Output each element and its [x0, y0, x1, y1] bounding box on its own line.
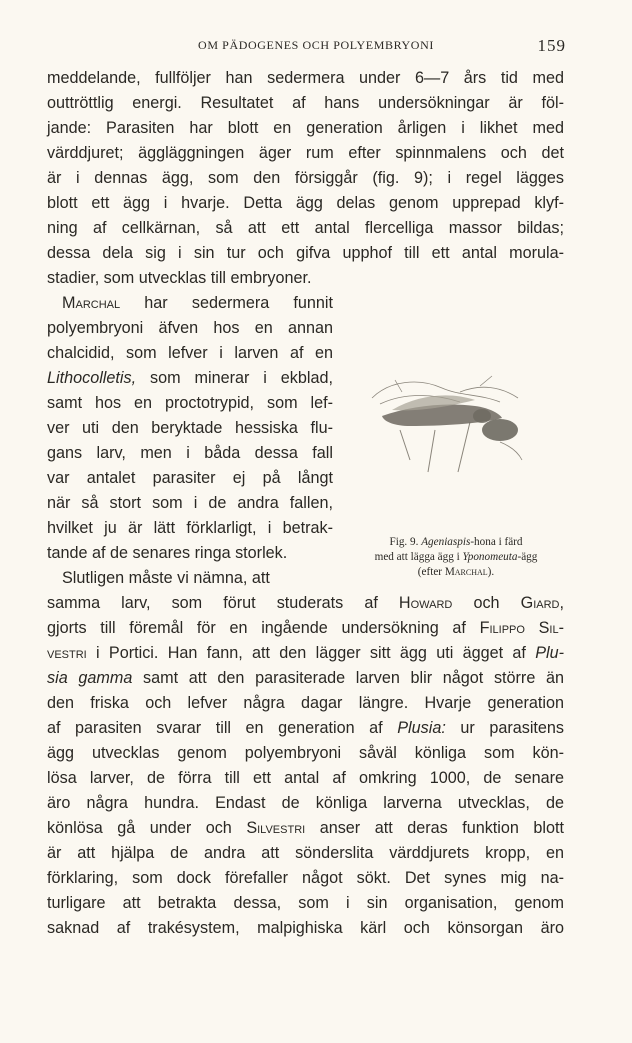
text-run: samma larv, som förut studerats af — [47, 594, 399, 612]
text-run: i Portici. Han fann, att den lägger sitt ägg uti ägget af — [86, 644, 536, 662]
figure-caption — [340, 565, 572, 579]
text-line: gans larv, men i båda dessa fall — [47, 444, 333, 462]
text-line: var antalet parasiter ej på långt — [47, 469, 333, 487]
text-line: samt hos en proctotrypid, som lef- — [47, 394, 333, 412]
text-run: och — [452, 594, 521, 612]
text-line: är att hjälpa de andra att sönderslita värddjurets kropp, en — [47, 844, 564, 862]
author-name: Silvestri — [246, 819, 306, 837]
text-line: saknad af trakésystem, malpighiska kärl och könsorgan äro — [47, 919, 564, 937]
genus-name: Yponomeuta — [462, 551, 518, 563]
text-run: ur parasitens — [445, 719, 565, 737]
text-line: ning af cellkärnan, så att ett antal flercelliga massor bildas; — [47, 219, 564, 237]
text-line — [47, 818, 564, 838]
text-run: -hona i färd — [470, 536, 523, 548]
author-name: Marchal — [444, 566, 488, 578]
author-name: Giard, — [520, 594, 564, 612]
figure-caption — [340, 535, 572, 549]
text-line: turligare att betrakta dessa, som i sin organisation, genom — [47, 894, 564, 912]
genus-name: Ageniaspis — [421, 536, 471, 548]
text-line: när så stort som i de andra fallen, — [47, 494, 333, 512]
text-run: anser att deras funktion blott — [305, 819, 564, 837]
text-line: förklaring, som dock förefaller något sökt. Det synes mig na- — [47, 869, 564, 887]
author-name: Filippo Sil- — [479, 619, 564, 637]
text-line: är i dennas ägg, som den försiggår (fig. 9); i regel lägges — [47, 169, 564, 187]
text-line: lösa larver, de förra till ett antal af omkring 1000, de senare — [47, 769, 564, 787]
text-run: -ägg — [517, 551, 538, 563]
text-line — [47, 668, 564, 688]
text-line — [47, 593, 564, 613]
text-line: outtröttlig energi. Resultatet af hans undersökningar är föl- — [47, 94, 564, 112]
text-line: ver uti den beryktade hessiska flu- — [47, 419, 333, 437]
text-run: som minerar i ekblad, — [136, 369, 333, 387]
text-line: blott ett ägg i hvarje. Detta ägg delas genom upprepad klyf- — [47, 194, 564, 212]
text-run: har sedermera funnit — [120, 294, 333, 312]
text-run: med att lägga ägg i — [374, 551, 463, 563]
species-name: Plu- — [535, 644, 564, 662]
author-name: vestri — [47, 644, 87, 662]
species-name: sia gamma — [47, 669, 133, 687]
text-line: värddjuret; äggläggningen äger rum efter spinnmalens och det — [47, 144, 564, 162]
text-line — [47, 368, 333, 388]
text-line — [47, 618, 564, 638]
running-title: OM PÄDOGENES OCH POLYEMBRYONI — [198, 38, 434, 52]
text-run: gjorts till föremål för en ingående undersökning af — [47, 619, 480, 637]
text-line: äro några hundra. Endast de könliga larverna utvecklas, de — [47, 794, 564, 812]
text-line: jande: Parasiten har blott en generation årligen i likhet med — [47, 119, 564, 137]
text-line — [62, 293, 333, 313]
figure-caption — [340, 550, 572, 564]
text-line: polyembryoni äfven hos en annan — [47, 319, 333, 337]
text-line: ägg utvecklas genom polyembryoni såväl könliga som kön- — [47, 744, 564, 762]
page-number: 159 — [537, 36, 566, 55]
wasp-ovipositing-figure — [350, 372, 530, 487]
text-run: samt att den parasiterade larven blir något större än — [132, 669, 564, 687]
text-line: chalcidid, som lefver i larven af en — [47, 344, 333, 362]
text-run: Fig. 9. — [389, 536, 422, 548]
text-line: den friska och lefver några dagar längre. Hvarje generation — [47, 694, 564, 712]
text-line — [47, 718, 564, 738]
text-line: dessa dela sig i sin tur och gifva upphof till ett antal morula- — [47, 244, 564, 262]
text-run: ). — [487, 566, 495, 578]
genus-name: Lithocolletis, — [47, 369, 137, 387]
text-run: af parasiten svarar till en generation af — [47, 719, 398, 737]
author-name: Marchal — [62, 294, 121, 312]
text-line: stadier, som utvecklas till embryoner. — [47, 269, 312, 287]
text-run: (efter — [417, 566, 445, 578]
text-line: meddelande, fullföljer han sedermera under 6—7 års tid med — [47, 69, 564, 87]
text-line — [47, 643, 564, 663]
text-line: Slutligen måste vi nämna, att — [62, 569, 270, 587]
author-name: Howard — [398, 594, 453, 612]
text-line: tande af de senares ringa storlek. — [47, 544, 288, 562]
text-line: hvilket ju är lätt förklarligt, i betrak- — [47, 519, 333, 537]
text-run: könlösa gå under och — [47, 819, 247, 837]
genus-name: Plusia: — [397, 719, 446, 737]
